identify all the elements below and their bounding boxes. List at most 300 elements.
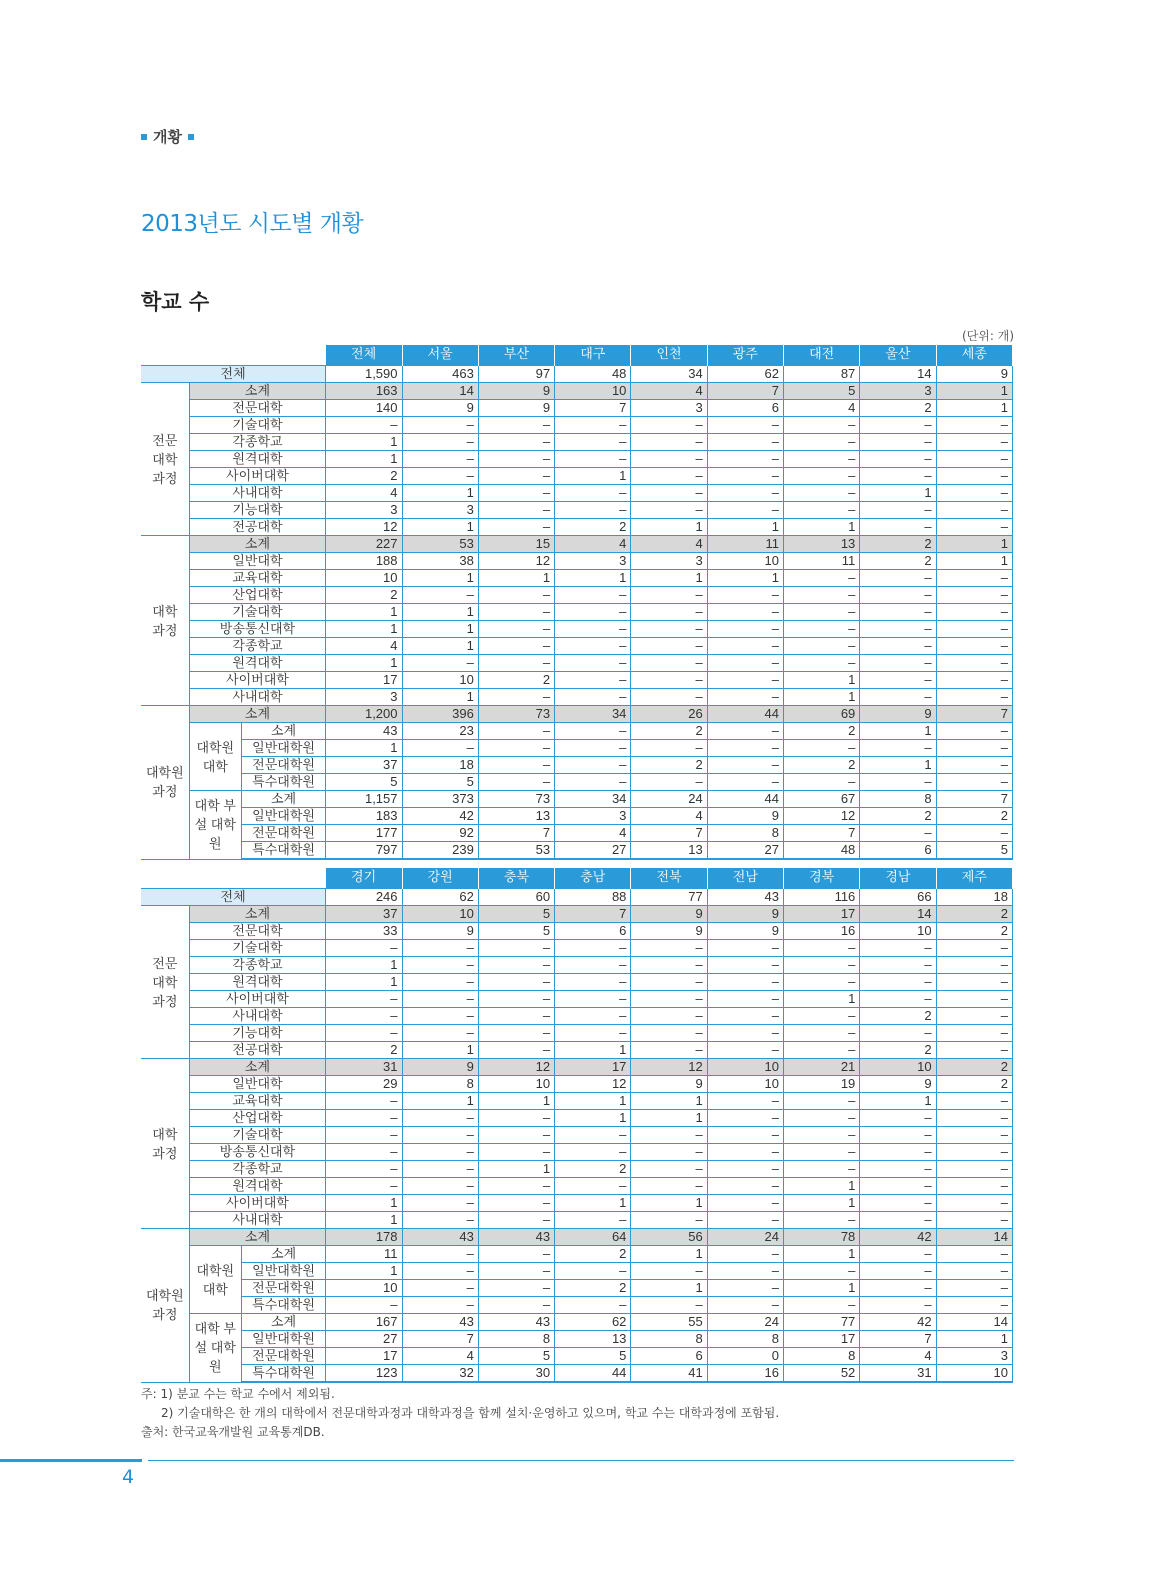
row-label: 전문대학원: [241, 1348, 325, 1365]
value-cell: 4: [631, 383, 707, 400]
value-cell: 7: [784, 825, 860, 842]
value-cell: 178: [326, 1229, 402, 1246]
value-cell: 24: [707, 1314, 783, 1331]
table-row: [141, 553, 1013, 570]
value-cell: 27: [326, 1331, 402, 1348]
column-header: 대전: [784, 345, 860, 366]
value-cell: –: [707, 1127, 783, 1144]
value-cell: –: [631, 940, 707, 957]
value-cell: 14: [860, 906, 936, 923]
column-header: 전북: [631, 868, 707, 889]
value-cell: 1: [326, 604, 402, 621]
table-row: [141, 1110, 1013, 1127]
value-cell: 34: [555, 706, 631, 723]
row-label: 기능대학: [189, 502, 326, 519]
table-row: [141, 1297, 1013, 1314]
value-cell: 4: [402, 1348, 478, 1365]
value-cell: –: [555, 991, 631, 1008]
value-cell: –: [402, 1025, 478, 1042]
table-row: [141, 842, 1013, 860]
value-cell: –: [402, 1263, 478, 1280]
row-label: 소계: [189, 536, 326, 553]
table-row: [141, 774, 1013, 791]
value-cell: –: [555, 757, 631, 774]
row-label: 일반대학: [189, 1076, 326, 1093]
value-cell: 55: [631, 1314, 707, 1331]
table-row: [141, 1161, 1013, 1178]
row-label: 일반대학원: [241, 740, 325, 757]
value-cell: –: [326, 1008, 402, 1025]
value-cell: –: [707, 1263, 783, 1280]
subtotal-row: [141, 536, 1013, 553]
value-cell: –: [402, 1297, 478, 1314]
value-cell: –: [478, 1025, 554, 1042]
value-cell: –: [860, 825, 936, 842]
value-cell: –: [478, 757, 554, 774]
value-cell: –: [936, 485, 1012, 502]
table-row: [141, 723, 1013, 740]
column-header: 전체: [326, 345, 402, 366]
section-header: [141, 126, 194, 147]
value-cell: 1: [631, 1195, 707, 1212]
row-label: 각종학교: [189, 957, 326, 974]
value-cell: –: [402, 1144, 478, 1161]
row-label: 소계: [241, 791, 325, 808]
table-row: [141, 621, 1013, 638]
value-cell: 6: [707, 400, 783, 417]
value-cell: –: [631, 502, 707, 519]
value-cell: 1: [402, 621, 478, 638]
table-row: [141, 1348, 1013, 1365]
value-cell: –: [555, 502, 631, 519]
value-cell: 52: [784, 1365, 860, 1383]
value-cell: 2: [555, 1246, 631, 1263]
value-cell: 3: [631, 553, 707, 570]
table-row: [141, 923, 1013, 940]
value-cell: 9: [631, 906, 707, 923]
value-cell: 463: [402, 366, 478, 383]
value-cell: 3: [326, 502, 402, 519]
value-cell: 1,200: [326, 706, 402, 723]
table-row: [141, 485, 1013, 502]
value-cell: –: [860, 417, 936, 434]
value-cell: 1: [402, 519, 478, 536]
value-cell: 66: [860, 889, 936, 906]
value-cell: 42: [860, 1314, 936, 1331]
value-cell: 9: [478, 383, 554, 400]
value-cell: 177: [326, 825, 402, 842]
value-cell: –: [707, 587, 783, 604]
value-cell: 5: [936, 842, 1012, 860]
column-header: 충북: [478, 868, 554, 889]
table-row: [141, 400, 1013, 417]
value-cell: –: [860, 519, 936, 536]
value-cell: 8: [631, 1331, 707, 1348]
column-header: 강원: [402, 868, 478, 889]
value-cell: 8: [402, 1076, 478, 1093]
value-cell: 2: [326, 587, 402, 604]
value-cell: 7: [478, 825, 554, 842]
column-header: 광주: [707, 345, 783, 366]
value-cell: –: [936, 1246, 1012, 1263]
value-cell: –: [707, 940, 783, 957]
value-cell: –: [936, 1110, 1012, 1127]
value-cell: –: [478, 1263, 554, 1280]
value-cell: –: [478, 451, 554, 468]
value-cell: –: [326, 991, 402, 1008]
value-cell: 5: [478, 1348, 554, 1365]
section-label: 대학원 과정: [141, 706, 189, 860]
value-cell: –: [784, 1263, 860, 1280]
row-label: 원격대학: [189, 451, 326, 468]
value-cell: –: [707, 1178, 783, 1195]
value-cell: –: [631, 689, 707, 706]
value-cell: 10: [860, 923, 936, 940]
value-cell: 1: [402, 689, 478, 706]
row-label: 각종학교: [189, 434, 326, 451]
value-cell: –: [631, 417, 707, 434]
value-cell: –: [784, 1297, 860, 1314]
value-cell: –: [402, 417, 478, 434]
table-row: [141, 1178, 1013, 1195]
value-cell: –: [784, 1212, 860, 1229]
value-cell: 1: [936, 383, 1012, 400]
row-label: 기술대학: [189, 417, 326, 434]
value-cell: 27: [707, 842, 783, 860]
value-cell: 1: [631, 1110, 707, 1127]
value-cell: –: [631, 587, 707, 604]
value-cell: 7: [707, 383, 783, 400]
value-cell: 2: [784, 757, 860, 774]
value-cell: 5: [555, 1348, 631, 1365]
footer-rule: [148, 1460, 1014, 1461]
value-cell: –: [860, 1161, 936, 1178]
total-row: [141, 366, 1013, 383]
value-cell: 62: [555, 1314, 631, 1331]
value-cell: –: [784, 740, 860, 757]
value-cell: –: [478, 991, 554, 1008]
value-cell: –: [555, 1212, 631, 1229]
table-row: [141, 451, 1013, 468]
row-label: 일반대학원: [241, 1331, 325, 1348]
value-cell: –: [784, 638, 860, 655]
value-cell: 1: [402, 604, 478, 621]
value-cell: –: [555, 1008, 631, 1025]
value-cell: 4: [555, 536, 631, 553]
value-cell: –: [555, 621, 631, 638]
table-row: [141, 1263, 1013, 1280]
value-cell: –: [631, 1144, 707, 1161]
value-cell: 1: [784, 519, 860, 536]
value-cell: –: [402, 655, 478, 672]
row-label: 전문대학: [189, 923, 326, 940]
value-cell: 67: [784, 791, 860, 808]
value-cell: 69: [784, 706, 860, 723]
value-cell: 8: [707, 825, 783, 842]
value-cell: 53: [402, 536, 478, 553]
table-row: [141, 1093, 1013, 1110]
value-cell: 7: [936, 706, 1012, 723]
value-cell: –: [326, 1144, 402, 1161]
value-cell: 10: [707, 1076, 783, 1093]
value-cell: 1: [402, 1042, 478, 1059]
value-cell: –: [860, 689, 936, 706]
table-row: [141, 502, 1013, 519]
column-header: 경남: [860, 868, 936, 889]
value-cell: 2: [936, 906, 1012, 923]
value-cell: 1: [631, 519, 707, 536]
row-label: 전체: [141, 366, 326, 383]
value-cell: 1: [936, 536, 1012, 553]
value-cell: 21: [784, 1059, 860, 1076]
value-cell: –: [784, 957, 860, 974]
value-cell: 32: [402, 1365, 478, 1383]
value-cell: 10: [402, 906, 478, 923]
value-cell: –: [860, 1212, 936, 1229]
column-header: 경북: [784, 868, 860, 889]
value-cell: –: [555, 604, 631, 621]
value-cell: –: [936, 1042, 1012, 1059]
value-cell: –: [402, 1127, 478, 1144]
value-cell: 163: [326, 383, 402, 400]
value-cell: –: [936, 689, 1012, 706]
value-cell: 17: [784, 1331, 860, 1348]
column-header: 제주: [936, 868, 1012, 889]
value-cell: 43: [478, 1314, 554, 1331]
value-cell: –: [936, 774, 1012, 791]
footer-accent-line: [0, 1459, 142, 1462]
value-cell: 1: [326, 451, 402, 468]
value-cell: 31: [860, 1365, 936, 1383]
value-cell: –: [936, 825, 1012, 842]
value-cell: –: [478, 940, 554, 957]
value-cell: 17: [326, 672, 402, 689]
value-cell: 246: [326, 889, 402, 906]
table-row: [141, 417, 1013, 434]
value-cell: –: [555, 1297, 631, 1314]
row-label: 각종학교: [189, 638, 326, 655]
row-label: 산업대학: [189, 1110, 326, 1127]
value-cell: 9: [936, 366, 1012, 383]
value-cell: –: [555, 655, 631, 672]
value-cell: –: [936, 570, 1012, 587]
value-cell: 48: [784, 842, 860, 860]
table-row: [141, 1127, 1013, 1144]
footnotes: [141, 1385, 779, 1442]
table-row: [141, 1331, 1013, 1348]
value-cell: –: [707, 485, 783, 502]
value-cell: –: [326, 940, 402, 957]
value-cell: –: [936, 1093, 1012, 1110]
value-cell: 43: [402, 1314, 478, 1331]
value-cell: –: [860, 434, 936, 451]
value-cell: 8: [478, 1331, 554, 1348]
row-label: 방송통신대학: [189, 1144, 326, 1161]
value-cell: 15: [478, 536, 554, 553]
value-cell: –: [784, 434, 860, 451]
value-cell: –: [555, 689, 631, 706]
value-cell: –: [631, 451, 707, 468]
value-cell: 12: [326, 519, 402, 536]
value-cell: 5: [326, 774, 402, 791]
value-cell: 9: [631, 923, 707, 940]
value-cell: 2: [860, 1042, 936, 1059]
value-cell: –: [478, 604, 554, 621]
table-row: [141, 974, 1013, 991]
value-cell: –: [402, 740, 478, 757]
section-header-label: 개황: [153, 128, 182, 146]
value-cell: 3: [631, 400, 707, 417]
row-label: 기능대학: [189, 1025, 326, 1042]
value-cell: 4: [860, 1348, 936, 1365]
value-cell: –: [860, 1127, 936, 1144]
value-cell: 14: [936, 1229, 1012, 1246]
table-row: [141, 957, 1013, 974]
value-cell: 1: [478, 570, 554, 587]
value-cell: 1: [326, 974, 402, 991]
value-cell: –: [478, 655, 554, 672]
value-cell: 10: [326, 570, 402, 587]
value-cell: 2: [631, 757, 707, 774]
value-cell: 9: [860, 706, 936, 723]
value-cell: –: [402, 1008, 478, 1025]
row-label: 전체: [141, 889, 326, 906]
value-cell: –: [478, 1280, 554, 1297]
value-cell: –: [707, 974, 783, 991]
value-cell: 14: [860, 366, 936, 383]
value-cell: –: [326, 1127, 402, 1144]
value-cell: 4: [784, 400, 860, 417]
value-cell: 42: [860, 1229, 936, 1246]
value-cell: 8: [860, 791, 936, 808]
section-label: 대학원 과정: [141, 1229, 189, 1383]
row-label: 사내대학: [189, 1008, 326, 1025]
table-row: [141, 1212, 1013, 1229]
value-cell: –: [478, 417, 554, 434]
value-cell: 9: [860, 1076, 936, 1093]
value-cell: –: [860, 1297, 936, 1314]
value-cell: –: [402, 974, 478, 991]
table-row: [141, 604, 1013, 621]
value-cell: –: [478, 519, 554, 536]
value-cell: –: [936, 1178, 1012, 1195]
value-cell: 34: [555, 791, 631, 808]
total-row: [141, 889, 1013, 906]
value-cell: –: [555, 417, 631, 434]
value-cell: 62: [402, 889, 478, 906]
row-label: 사이버대학: [189, 672, 326, 689]
value-cell: –: [860, 451, 936, 468]
value-cell: –: [402, 1246, 478, 1263]
value-cell: 18: [402, 757, 478, 774]
value-cell: –: [707, 957, 783, 974]
value-cell: –: [936, 1212, 1012, 1229]
value-cell: 1: [326, 434, 402, 451]
value-cell: 6: [555, 923, 631, 940]
header-blank: [141, 345, 326, 366]
value-cell: –: [631, 991, 707, 1008]
value-cell: 17: [784, 906, 860, 923]
footnote-1: 주: 1) 분교 수는 학교 수에서 제외됨.: [141, 1387, 335, 1401]
value-cell: 44: [555, 1365, 631, 1383]
value-cell: 1: [555, 1093, 631, 1110]
value-cell: 6: [631, 1348, 707, 1365]
value-cell: –: [402, 940, 478, 957]
value-cell: 7: [555, 400, 631, 417]
value-cell: –: [631, 1042, 707, 1059]
table-row: [141, 1042, 1013, 1059]
value-cell: –: [784, 1025, 860, 1042]
column-header: 인천: [631, 345, 707, 366]
row-label: 방송통신대학: [189, 621, 326, 638]
value-cell: 1: [784, 1246, 860, 1263]
column-header-row: [141, 868, 1013, 889]
table-row: [141, 1144, 1013, 1161]
value-cell: –: [631, 1127, 707, 1144]
value-cell: –: [860, 1195, 936, 1212]
value-cell: –: [326, 1161, 402, 1178]
value-cell: –: [784, 940, 860, 957]
value-cell: –: [784, 417, 860, 434]
value-cell: –: [936, 1297, 1012, 1314]
value-cell: –: [860, 638, 936, 655]
value-cell: –: [707, 1093, 783, 1110]
value-cell: 1: [784, 1280, 860, 1297]
value-cell: 7: [860, 1331, 936, 1348]
table-row: [141, 808, 1013, 825]
row-label: 기술대학: [189, 1127, 326, 1144]
value-cell: 167: [326, 1314, 402, 1331]
row-label: 원격대학: [189, 974, 326, 991]
value-cell: –: [631, 740, 707, 757]
value-cell: –: [478, 1212, 554, 1229]
value-cell: –: [860, 655, 936, 672]
schools-table-1: [141, 345, 1013, 860]
value-cell: 10: [555, 383, 631, 400]
value-cell: –: [555, 774, 631, 791]
value-cell: 0: [707, 1348, 783, 1365]
value-cell: –: [478, 974, 554, 991]
value-cell: 24: [707, 1229, 783, 1246]
table-row: [141, 991, 1013, 1008]
value-cell: 1: [631, 570, 707, 587]
row-label: 일반대학원: [241, 1263, 325, 1280]
value-cell: 396: [402, 706, 478, 723]
value-cell: –: [478, 740, 554, 757]
value-cell: –: [555, 638, 631, 655]
value-cell: 2: [936, 923, 1012, 940]
row-label: 사이버대학: [189, 1195, 326, 1212]
value-cell: –: [860, 940, 936, 957]
value-cell: –: [784, 1110, 860, 1127]
value-cell: 44: [707, 706, 783, 723]
value-cell: –: [478, 1110, 554, 1127]
value-cell: 1: [402, 638, 478, 655]
value-cell: –: [784, 570, 860, 587]
value-cell: –: [936, 974, 1012, 991]
value-cell: –: [707, 1212, 783, 1229]
value-cell: –: [707, 502, 783, 519]
value-cell: –: [784, 485, 860, 502]
value-cell: 4: [631, 536, 707, 553]
row-label: 특수대학원: [241, 1365, 325, 1383]
value-cell: –: [936, 723, 1012, 740]
value-cell: –: [402, 991, 478, 1008]
value-cell: –: [402, 1110, 478, 1127]
value-cell: 42: [402, 808, 478, 825]
value-cell: –: [784, 1008, 860, 1025]
value-cell: 4: [326, 485, 402, 502]
